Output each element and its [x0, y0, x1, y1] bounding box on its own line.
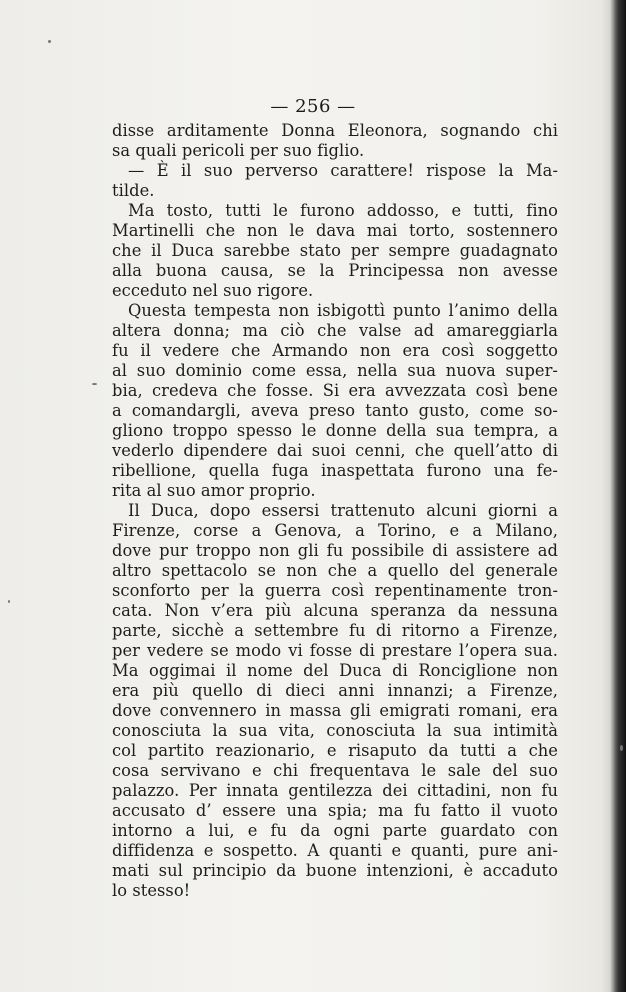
text-line: Ma tosto, tutti le furono addosso, e tutti, fino	[128, 201, 558, 220]
page-number: — 256 —	[270, 96, 356, 117]
body-text	[112, 121, 558, 901]
text-line: che il Duca sarebbe stato per sempre guadagnato	[112, 241, 558, 260]
text-line: Questa tempesta non isbigottì punto l’animo della	[128, 301, 558, 320]
paper-speck	[8, 600, 10, 603]
text-line: diffidenza e sospetto. A quanti e quanti, pure ani-	[112, 841, 558, 860]
text-line: mati sul principio da buone intenzioni, è accaduto	[112, 861, 558, 880]
text-line: parte, sicchè a settembre fu di ritorno a Firenze,	[112, 621, 558, 640]
paper-speck	[92, 383, 97, 385]
text-line: gliono troppo spesso le donne della sua tempra, a	[112, 421, 558, 440]
text-line: palazzo. Per innata gentilezza dei cittadini, non fu	[112, 781, 558, 800]
text-line: Ma oggimai il nome del Duca di Ronciglione non	[112, 661, 558, 680]
text-line: ribellione, quella fuga inaspettata furono una fe-	[112, 461, 558, 480]
text-line: col partito reazionario, e risaputo da tutti a che	[112, 741, 558, 760]
text-line: Il Duca, dopo essersi trattenuto alcuni giorni a	[128, 501, 558, 520]
text-line: tilde.	[112, 181, 155, 200]
text-line: altera donna; ma ciò che valse ad amareggiarla	[112, 321, 558, 340]
text-line: ecceduto nel suo rigore.	[112, 281, 314, 300]
text-line: rita al suo amor proprio.	[112, 481, 316, 500]
text-line: dove pur troppo non gli fu possibile di assistere ad	[112, 541, 558, 560]
text-line: sa quali pericoli per suo figlio.	[112, 141, 365, 160]
text-line: bia, credeva che fosse. Si era avvezzata così bene	[112, 381, 558, 400]
text-line: disse arditamente Donna Eleonora, sognando chi	[112, 121, 558, 140]
text-line: lo stesso!	[112, 881, 191, 900]
text-line: vederlo dipendere dai suoi cenni, che quell’atto di	[112, 441, 558, 460]
text-line: conosciuta la sua vita, conosciuta la sua intimità	[112, 721, 558, 740]
text-line: cosa servivano e chi frequentava le sale del suo	[112, 761, 558, 780]
paper-speck	[620, 745, 623, 751]
text-line: a comandargli, aveva preso tanto gusto, come so-	[112, 401, 558, 420]
text-line: accusato d’ essere una spia; ma fu fatto il vuoto	[112, 801, 558, 820]
text-line: alla buona causa, se la Principessa non avesse	[112, 261, 558, 280]
text-line: era più quello di dieci anni innanzi; a Firenze,	[112, 681, 558, 700]
text-line: intorno a lui, e fu da ogni parte guardato con	[112, 821, 558, 840]
text-line: dove convennero in massa gli emigrati romani, era	[112, 701, 558, 720]
text-line: fu il vedere che Armando non era così soggetto	[112, 341, 558, 360]
text-line: Martinelli che non le dava mai torto, sostennero	[112, 221, 558, 240]
text-line: cata. Non v’era più alcuna speranza da nessuna	[112, 601, 558, 620]
page-edge-shadow	[610, 0, 626, 992]
text-line: al suo dominio come essa, nella sua nuova super-	[112, 361, 558, 380]
text-line: Firenze, corse a Genova, a Torino, e a Milano,	[112, 521, 558, 540]
text-line: sconforto per la guerra così repentinamente tron-	[112, 581, 558, 600]
paper-speck	[48, 40, 51, 43]
text-line: — È il suo perverso carattere! rispose la Ma-	[128, 161, 558, 180]
text-line: per vedere se modo vi fosse di prestare l’opera sua.	[112, 641, 558, 660]
text-line: altro spettacolo se non che a quello del generale	[112, 561, 558, 580]
